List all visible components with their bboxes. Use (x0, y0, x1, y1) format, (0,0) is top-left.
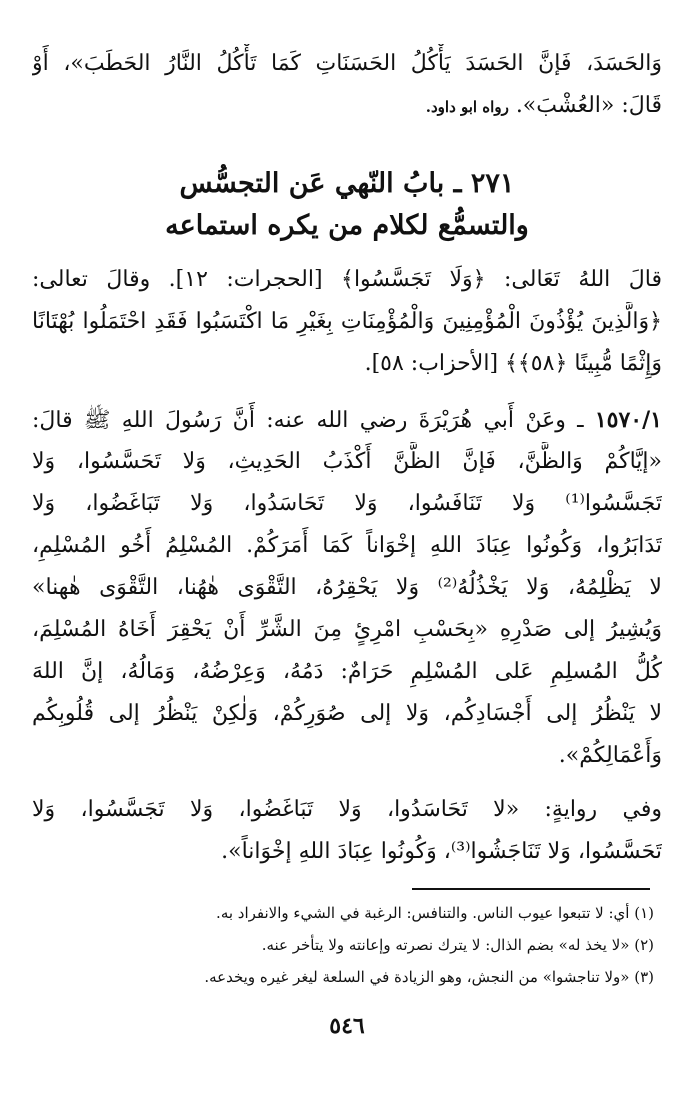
verse-line-3: وَإِثْمًا مُّبِينًا ﴿٥٨﴾﴾ [الأحزاب: ٥٨]. (364, 351, 662, 376)
footnote-1: (١) أي: لا تتبعوا عيوب الناس. والتنافس: الرغبة في الشيء والانفراد به. (216, 904, 654, 922)
hadith-opening: ـ وعَنْ أَبي هُرَيْرَةَ رضي الله عنه: أَنَّ رَسُولَ اللهِ ﷺ قالَ: (32, 408, 584, 433)
verse-line-2: ﴿وَالَّذِينَ يُؤْذُونَ الْمُؤْمِنِينَ وَالْمُؤْمِنَاتِ بِغَيْرِ مَا اكْتَسَبُوا فَقَدِ احْتَمَلُوا بُهْتَانًا (32, 309, 662, 334)
riwaya-line-2: تَحَسَّسُوا، وَلا تَنَاجَشُوا⁽³⁾، وَكُونُوا عِبَادَ اللهِ إخْوَاناً». (221, 839, 662, 864)
hadith-line-9: وَأَعْمَالِكُمْ». (558, 743, 662, 768)
chapter-title-line-2: والتسمُّع لكلام من يكره استماعه (165, 210, 529, 241)
hadith-line-7: كُلُّ المُسلِمِ عَلى المُسْلِمِ حَرَامٌ: دَمُهُ، وَعِرْضُهُ، وَمَالُهُ، إنَّ اللهَ (32, 659, 662, 684)
hadith-line-2: «إيَّاكُمْ وَالظَّنَّ، فَإنَّ الظَّنَّ أَكْذَبُ الحَدِيثِ، وَلا تَحَسَّسُوا، وَلا (32, 449, 662, 474)
hadith-line-4: تَدَابَرُوا، وَكُونُوا عِبَادَ اللهِ إخْوَاناً كَمَا أَمَرَكُمْ. المُسْلِمُ أَخُو المُسْلِمِ، (32, 533, 662, 558)
verse-line-1: قالَ اللهُ تَعَالى: ﴿وَلَا تَجَسَّسُوا﴾ [الحجرات: ١٢]. وقالَ تعالى: (32, 267, 662, 292)
hadith-line-8: لا يَنْظُرُ إلى أَجْسَادِكُم، وَلا إلى صُوَرِكُمْ، وَلٰكِنْ يَنْظُرُ إلى قُلُوبِكُم (32, 701, 662, 726)
hadith-number: ١٥٧٠/١ (594, 407, 662, 433)
intro-line-1: وَالحَسَدَ، فَإنَّ الحَسَدَ يَأْكُلُ الحَسَنَاتِ كَمَا تَأْكُلُ النَّارُ الحَطَبَ»، أَوْ (32, 51, 662, 76)
footnote-2: (٢) «لا يخذ له» بضم الذال: لا يترك نصرته وإعانته ولا يتأخر عنه. (261, 936, 654, 954)
riwaya-line-1: وفي روايةٍ: «لا تَحَاسَدُوا، وَلا تَبَاغَضُوا، وَلا تَجَسَّسُوا، وَلا (32, 797, 662, 822)
hadith-line-6: وَيُشِيرُ إلى صَدْرِهِ «بِحَسْبِ امْرِئٍ مِنَ الشَّرِّ أَنْ يَحْقِرَ أَخَاهُ المُسْلِمَ، (32, 617, 662, 642)
intro-line-2 (32, 86, 662, 128)
intro-quote: قَالَ: «العُشْبَ». (515, 93, 662, 118)
hadith-line-1 (32, 400, 662, 442)
chapter-title-line-1: ٢٧١ ـ بابُ النّهي عَن التجسُّس (179, 168, 515, 199)
hadith-source: رواه ابو داود. (425, 98, 509, 116)
footnote-3: (٣) «ولا تناجشوا» من النجش، وهو الزيادة في السلعة ليغر غيره ويخدعه. (204, 968, 654, 986)
hadith-line-5: لا يَظْلِمُهُ، وَلا يَخْذُلُهُ⁽²⁾ وَلا يَحْقِرُهُ، التَّقْوَى هٰهُنا، التَّقْوَى هٰهنا» (32, 575, 662, 600)
hadith-line-3: تَجَسَّسُوا⁽¹⁾ وَلا تَنَافَسُوا، وَلا تَحَاسَدُوا، وَلا تَبَاغَضُوا، وَلا (32, 491, 662, 516)
page-number: ٥٤٦ (329, 1013, 365, 1039)
footnote-divider (412, 888, 650, 890)
